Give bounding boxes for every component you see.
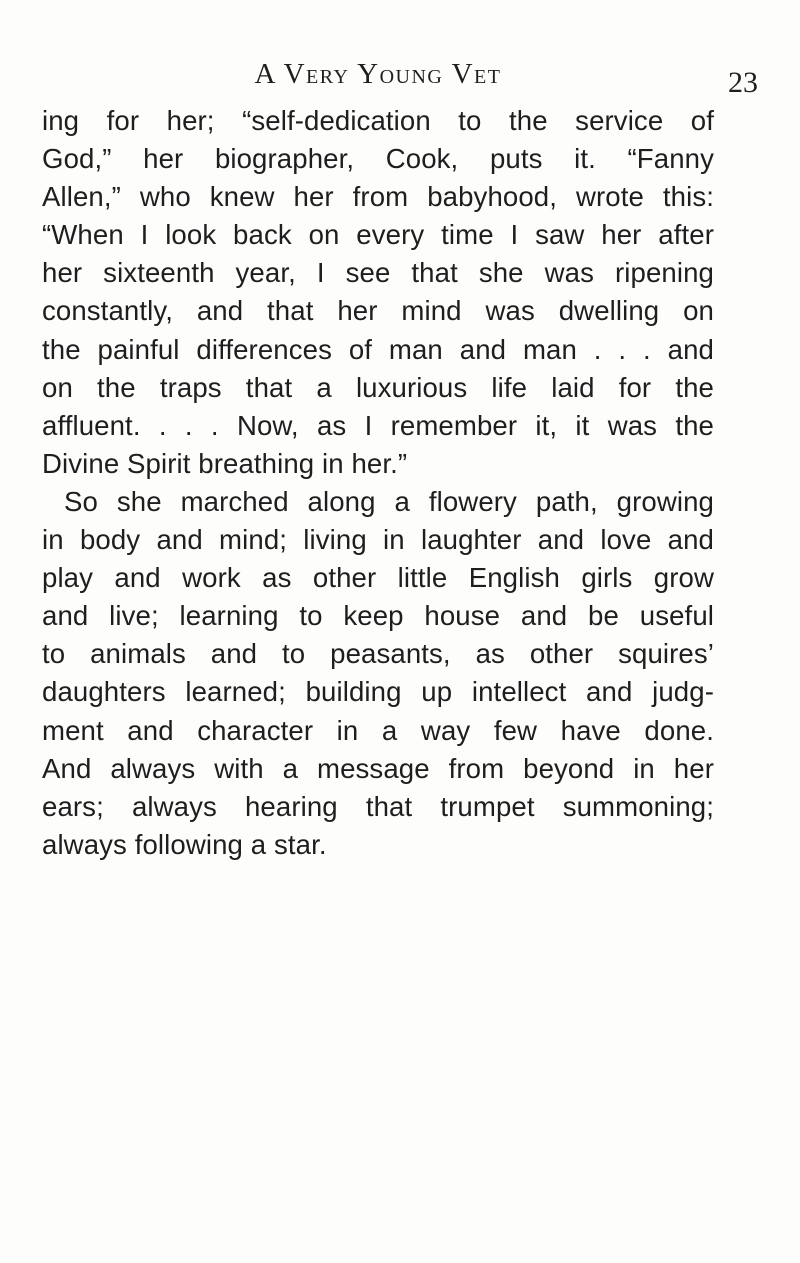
text-line: Divine Spirit breathing in her.”	[42, 447, 408, 479]
text-line: Allen,” who knew her from babyhood, wrote this:	[42, 181, 714, 213]
paragraph-start-line: So she marched along a flowery path, growing	[64, 485, 714, 517]
text-line: ment and character in a way few have done.	[42, 714, 714, 746]
page-number: 23	[728, 66, 758, 99]
running-title: A Very Young Vet	[254, 58, 502, 90]
text-line: on the traps that a luxurious life laid for the	[42, 371, 714, 403]
text-line: And always with a message from beyond in her	[42, 752, 714, 784]
running-head	[42, 58, 758, 99]
text-line: and live; learning to keep house and be useful	[42, 600, 714, 632]
text-line: affluent. . . . Now, as I remember it, it was the	[42, 409, 714, 441]
text-line: to animals and to peasants, as other squires’	[42, 638, 714, 670]
text-line: constantly, and that her mind was dwelling on	[42, 295, 714, 327]
text-line: “When I look back on every time I saw her after	[42, 219, 714, 251]
text-line: the painful differences of man and man . . . and	[42, 333, 714, 365]
text-line: play and work as other little English girls grow	[42, 562, 714, 594]
body-text	[42, 102, 714, 864]
text-line: her sixteenth year, I see that she was ripening	[42, 257, 714, 289]
text-line: ing for her; “self-dedication to the service of	[42, 105, 714, 136]
text-line: ears; always hearing that trumpet summoning;	[42, 790, 714, 822]
text-line: daughters learned; building up intellect and judg-	[42, 676, 714, 708]
text-line: God,” her biographer, Cook, puts it. “Fanny	[42, 143, 714, 175]
text-line: always following a star.	[42, 828, 327, 860]
text-line: in body and mind; living in laughter and love and	[42, 524, 714, 556]
